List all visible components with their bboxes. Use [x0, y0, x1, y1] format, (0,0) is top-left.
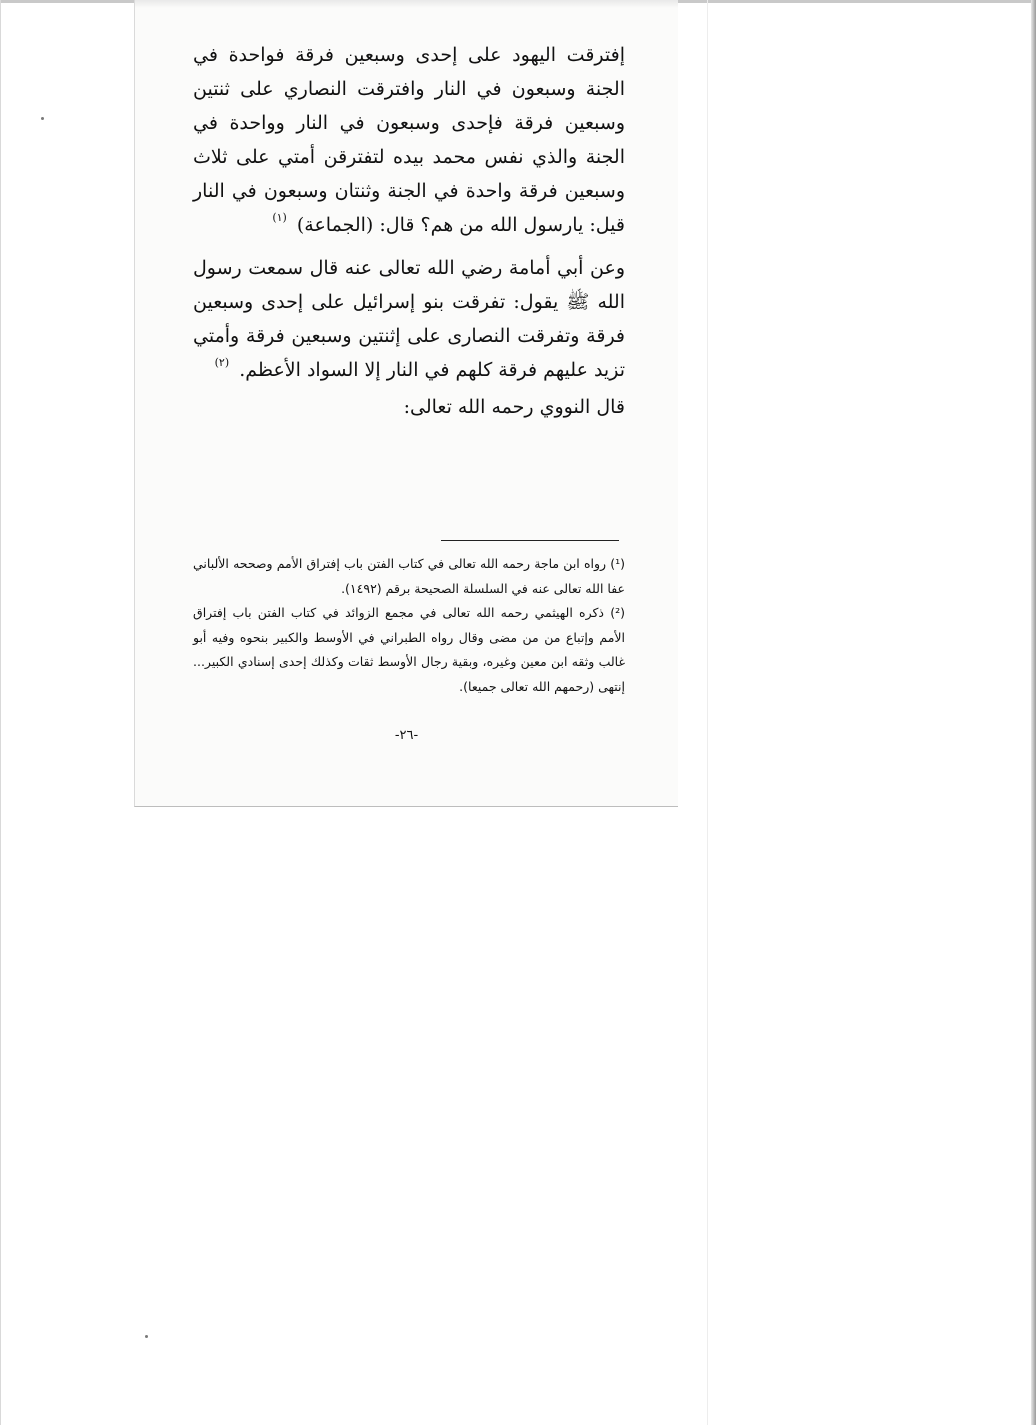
page-number: -٢٦- — [394, 728, 419, 743]
text-line: وسبعون في النار وافترقت النصاري على ثنتين وسبعين فرقة — [193, 78, 625, 134]
scan-fold-line — [707, 0, 708, 1425]
scan-speck — [145, 1335, 148, 1338]
text-line: (الجماعة) — [296, 214, 374, 236]
footnote-2: (²) ذكره الهيثمي رحمه الله تعالى في مجمع الزوائد في كتاب الفتن باب إفتراق الأمم وإتباع من من مضى وقال رواه الطبراني في الأوسط والكبير بنحوه وفيه أبو غالب وثقه ابن معين وغيره، وبقية رجال الأوسط ثقات وكذلك إحدى إسنادي الكبير... إنتهى (رحمهم الله تعالى جميعا). — [193, 605, 625, 694]
closing-line: قال النووي رحمه الله تعالى: — [403, 396, 625, 418]
scan-right-edge — [1031, 0, 1036, 1425]
book-page-top-shadow — [135, 0, 678, 8]
text-line: بيده لتفترقن أمتي على ثلاث وسبعين فرقة واحدة في الجنة — [193, 146, 625, 202]
footnote-ref-1: (١) — [272, 211, 287, 224]
scan-speck — [41, 117, 44, 120]
footnote-separator — [441, 540, 619, 541]
footnote-1: (¹) رواه ابن ماجة رحمه الله تعالى في كتاب الفتن باب إفتراق الأمم وصححه الألباني عفا الله تعالى عنه في السلسلة الصحيحة برقم (١٤٩٢). — [193, 556, 625, 596]
text-line: وثنتان وسبعون في النار قيل: يارسول الله من هم؟ قال: — [193, 180, 625, 236]
text-line: فإحدى وسبعون في النار وواحدة في الجنة والذي نفس محمد — [193, 112, 625, 168]
main-text — [193, 38, 625, 424]
text-line: النصارى على إثنتين وسبعين فرقة وأمتي تزيد عليهم فرقة كلهم — [193, 325, 625, 381]
hadith-paragraph-2 — [193, 251, 625, 390]
footnote-ref-2: (٢) — [214, 356, 230, 369]
hadith-paragraph-1 — [193, 38, 625, 245]
text-line: في النار إلا السواد الأعظم. — [239, 359, 450, 381]
footnotes — [193, 552, 625, 699]
text-line: وعن أبي أمامة رضي الله تعالى عنه قال سمعت رسول الله ﷺ — [193, 257, 625, 313]
text-line: إفترقت اليهود على إحدى وسبعين فرقة فواحدة في الجنة — [193, 44, 625, 100]
text-line: يقول: تفرقت بنو إسرائيل على إحدى وسبعين فرقة وتفرقت — [193, 291, 626, 347]
book-page — [134, 0, 678, 807]
scan-left-edge — [0, 0, 1, 1425]
